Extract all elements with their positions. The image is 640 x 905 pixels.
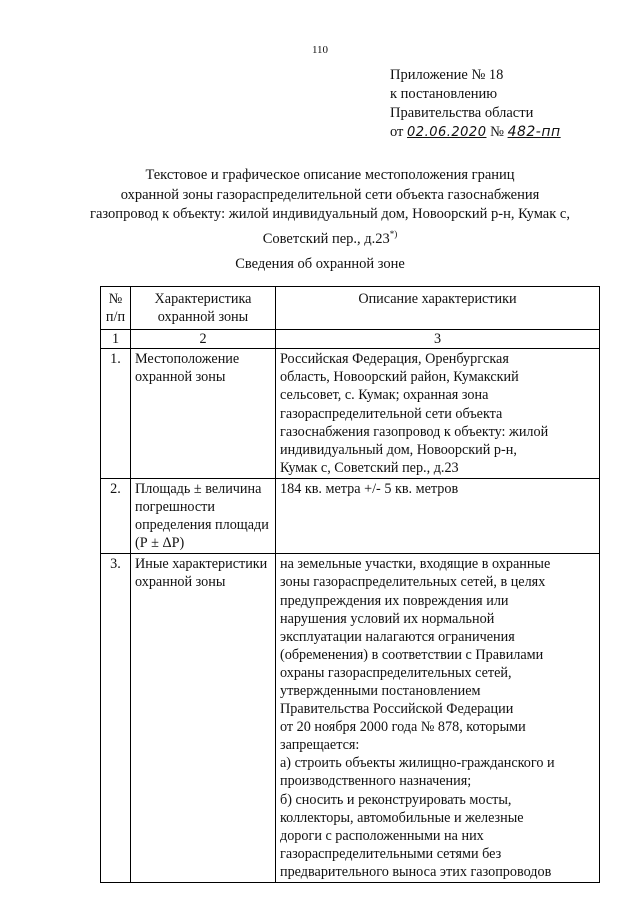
description-line: сельсовет, с. Кумак; охранная зона <box>280 387 489 404</box>
table-row <box>101 554 600 883</box>
title-line-4-text: Советский пер., д.23 <box>262 230 390 247</box>
description-line: нарушения условий их нормальной <box>280 610 495 627</box>
description-line: Кумак с, Советский пер., д.23 <box>280 459 459 476</box>
appendix-resolution: к постановлению <box>390 86 498 102</box>
page-number: 110 <box>311 44 329 56</box>
footnote-mark: *) <box>389 228 398 239</box>
description-line: а) строить объекты жилищно-гражданского и <box>280 755 555 772</box>
table-row <box>101 349 600 479</box>
row-number: 1. <box>101 349 131 479</box>
header-number: № п/п <box>101 287 131 330</box>
description-line: газоснабжения газопровод к объекту: жилой <box>280 423 549 440</box>
column-number: 3 <box>276 330 600 349</box>
table-row <box>101 478 600 553</box>
row-number: 2. <box>101 478 131 553</box>
description-line: предварительного выноса этих газопроводов <box>280 863 552 880</box>
header-characteristic: Характеристика охранной зоны <box>131 287 276 330</box>
handwritten-date: 02.06.2020 <box>407 125 487 140</box>
description-line: б) сносить и реконструировать мосты, <box>280 791 512 808</box>
row-characteristic: Площадь ± величина погрешности определения площади (Р ± ΔР) <box>131 478 276 553</box>
title-line-2: охранной зоны газораспределительной сети объекта газоснабжения <box>120 186 540 203</box>
description-line: от 20 ноября 2000 года № 878, которыми <box>280 719 526 736</box>
document-title <box>60 166 600 249</box>
table-header-row <box>101 287 600 330</box>
title-line-4 <box>60 225 600 249</box>
description-line: Правительства Российской Федерации <box>280 701 514 718</box>
appendix-government: Правительства области <box>390 105 534 121</box>
appendix-title: Приложение № 18 <box>390 67 504 83</box>
description-line: (обременения) в соответствии с Правилами <box>280 646 544 663</box>
column-number-row <box>101 330 600 349</box>
appendix-date-line <box>390 123 561 142</box>
section-subtitle: Сведения об охранной зоне <box>235 256 405 272</box>
description-line: зоны газораспределительных сетей, в целях <box>280 574 546 591</box>
description-line: запрещается: <box>280 737 360 754</box>
row-characteristic: Иные характеристики охранной зоны <box>131 554 276 883</box>
column-number: 2 <box>131 330 276 349</box>
row-description <box>276 554 600 883</box>
row-characteristic: Местоположение охранной зоны <box>131 349 276 479</box>
description-line: предупреждения их повреждения или <box>280 592 509 609</box>
description-line: эксплуатации налагаются ограничения <box>280 628 515 645</box>
protected-zone-table <box>100 286 600 883</box>
description-line: утвержденными постановлением <box>280 682 481 699</box>
column-number: 1 <box>101 330 131 349</box>
description-line: дороги с расположенными на них <box>280 827 484 844</box>
description-line: на земельные участки, входящие в охранные <box>280 556 551 573</box>
title-line-3: газопровод к объекту: жилой индивидуальный дом, Новоорский р-н, Кумак с, <box>90 206 570 222</box>
description-line: коллекторы, автомобильные и железные <box>280 809 524 826</box>
description-line: область, Новоорский район, Кумакский <box>280 369 519 386</box>
description-line: производственного назначения; <box>280 773 472 790</box>
header-description: Описание характеристики <box>276 287 600 330</box>
description-line: охраны газораспределительных сетей, <box>280 664 512 681</box>
description-line: Российская Федерация, Оренбургская <box>280 351 509 368</box>
title-line-1: Текстовое и графическое описание местоположения границ <box>145 167 515 183</box>
date-prefix: от <box>390 124 404 140</box>
handwritten-number: 482-пп <box>507 124 561 140</box>
appendix-header <box>390 66 561 142</box>
description-line: газораспределительными сетями без <box>280 845 502 862</box>
description-line: 184 кв. метра +/- 5 кв. метров <box>280 480 459 497</box>
row-description <box>276 478 600 553</box>
description-line: индивидуальный дом, Новоорский р-н, <box>280 441 517 458</box>
row-description <box>276 349 600 479</box>
description-line: газораспределительной сети объекта <box>280 405 503 422</box>
number-prefix: № <box>490 124 504 140</box>
row-number: 3. <box>101 554 131 883</box>
